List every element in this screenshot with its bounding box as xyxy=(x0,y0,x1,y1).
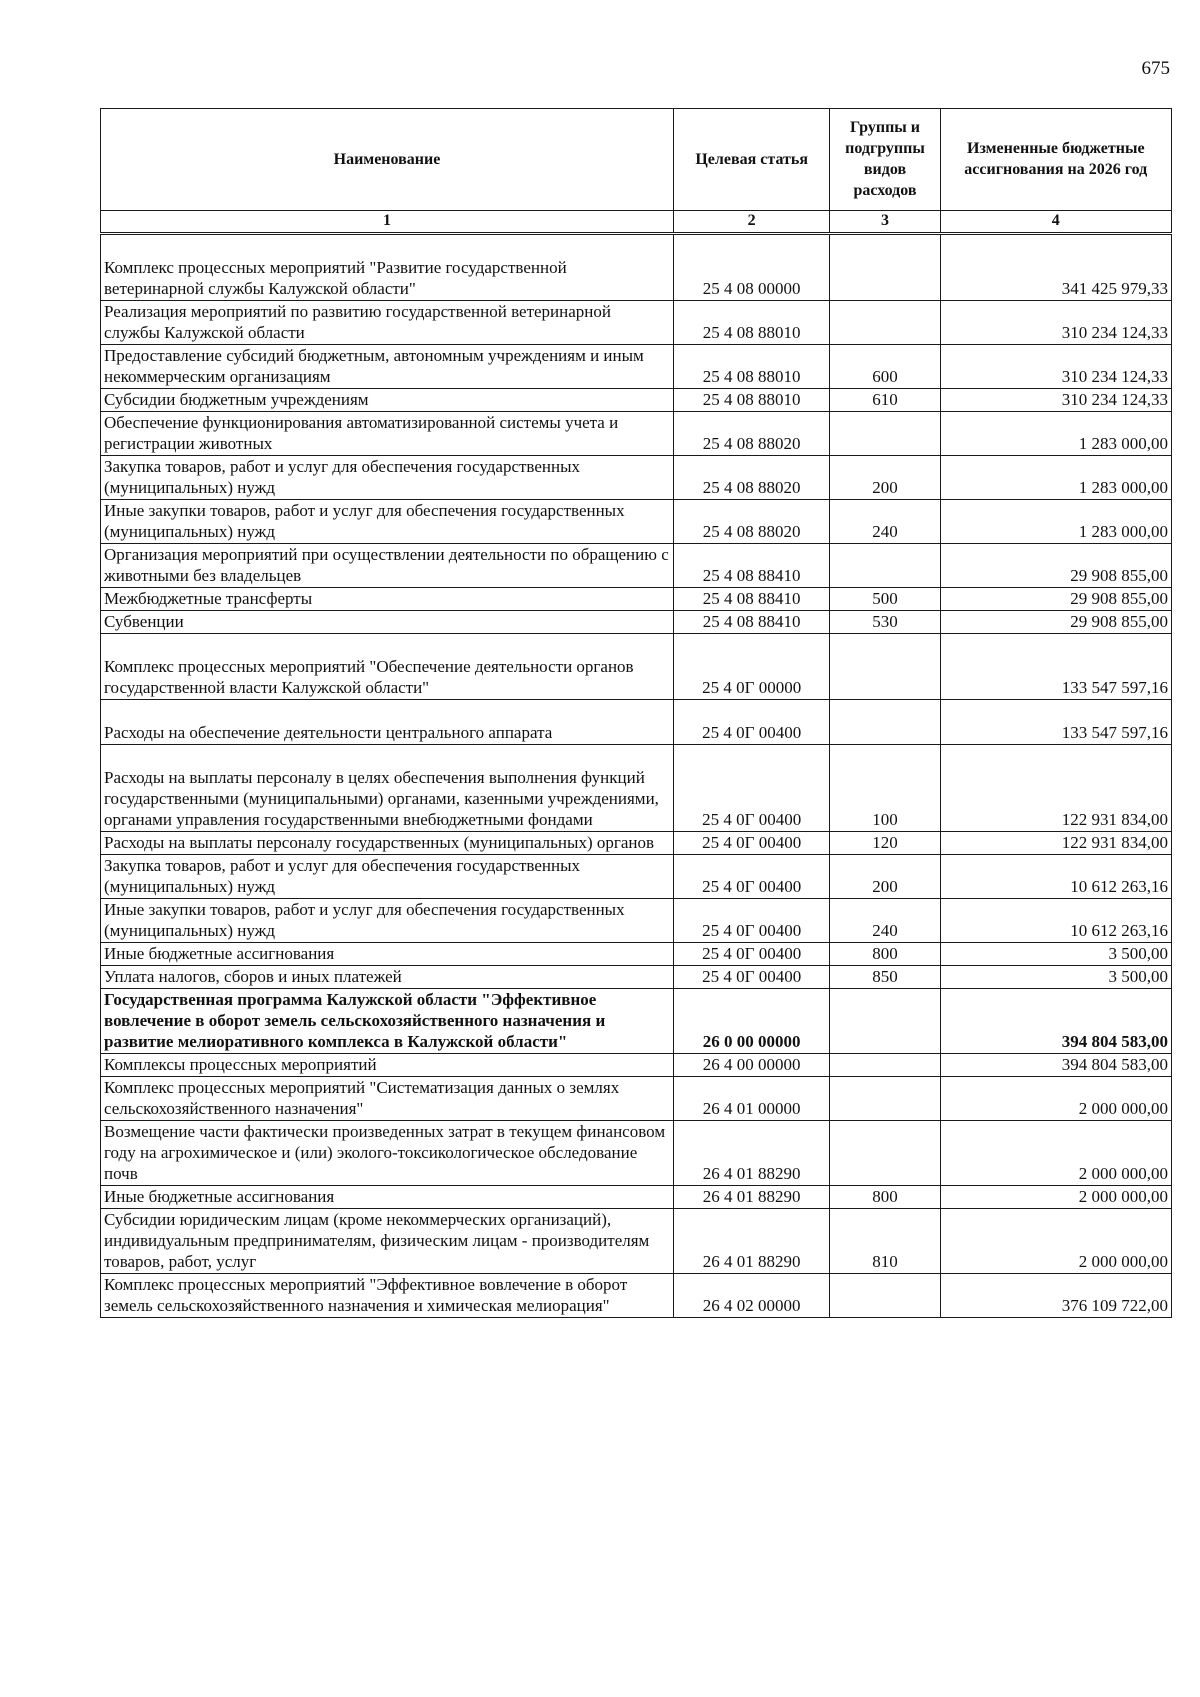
row-expense-group-cell: 610 xyxy=(830,389,940,412)
row-target-code-cell: 25 4 0Г 00400 xyxy=(673,966,829,989)
row-amount-cell: 310 234 124,33 xyxy=(940,389,1171,412)
table-row xyxy=(101,544,1172,588)
row-target-code-cell: 25 4 08 88020 xyxy=(673,456,829,500)
row-target-code-cell: 25 4 08 88020 xyxy=(673,500,829,544)
row-expense-group-cell: 600 xyxy=(830,345,940,389)
row-expense-group-cell xyxy=(830,1121,940,1186)
row-name-cell: Государственная программа Калужской области "Эффективное вовлечение в оборот земель сельскохозяйственного назначения и развитие мелиоративного комплекса в Калужской области" xyxy=(101,989,674,1054)
header-groups: Группы и подгруппы видов расходов xyxy=(830,109,940,211)
row-name-cell: Комплекс процессных мероприятий "Обеспечение деятельности органов государственной власти Калужской области" xyxy=(101,634,674,700)
header-number: 4 xyxy=(940,211,1171,234)
row-expense-group-cell: 500 xyxy=(830,588,940,611)
table-row xyxy=(101,412,1172,456)
table-row xyxy=(101,1121,1172,1186)
table-row xyxy=(101,301,1172,345)
table-row xyxy=(101,745,1172,832)
row-target-code-cell: 26 4 00 00000 xyxy=(673,1054,829,1077)
budget-table xyxy=(100,108,1172,1318)
header-number: 1 xyxy=(101,211,674,234)
row-amount-cell: 2 000 000,00 xyxy=(940,1209,1171,1274)
row-expense-group-cell: 850 xyxy=(830,966,940,989)
row-target-code-cell: 25 4 08 88410 xyxy=(673,588,829,611)
row-name-cell: Субсидии юридическим лицам (кроме некоммерческих организаций), индивидуальным предпринимателям, физическим лицам - производителям товаров, работ, услуг xyxy=(101,1209,674,1274)
row-name-cell: Закупка товаров, работ и услуг для обеспечения государственных (муниципальных) нужд xyxy=(101,855,674,899)
row-target-code-cell: 25 4 0Г 00400 xyxy=(673,745,829,832)
row-name-cell: Расходы на выплаты персоналу в целях обеспечения выполнения функций государственными (муниципальными) органами, казенными учреждениями, органами управления государственными внебюджетными фондами xyxy=(101,745,674,832)
table-row xyxy=(101,966,1172,989)
row-expense-group-cell xyxy=(830,1054,940,1077)
row-name-cell: Закупка товаров, работ и услуг для обеспечения государственных (муниципальных) нужд xyxy=(101,456,674,500)
row-amount-cell: 394 804 583,00 xyxy=(940,1054,1171,1077)
table-row xyxy=(101,855,1172,899)
header-name: Наименование xyxy=(101,109,674,211)
row-name-cell: Иные бюджетные ассигнования xyxy=(101,943,674,966)
row-name-cell: Иные закупки товаров, работ и услуг для обеспечения государственных (муниципальных) нужд xyxy=(101,899,674,943)
row-amount-cell: 2 000 000,00 xyxy=(940,1121,1171,1186)
row-name-cell: Реализация мероприятий по развитию государственной ветеринарной службы Калужской области xyxy=(101,301,674,345)
row-expense-group-cell xyxy=(830,1274,940,1318)
row-target-code-cell: 25 4 0Г 00400 xyxy=(673,943,829,966)
row-expense-group-cell: 810 xyxy=(830,1209,940,1274)
header-number: 2 xyxy=(673,211,829,234)
header-number-row xyxy=(101,211,1172,234)
row-expense-group-cell: 800 xyxy=(830,1186,940,1209)
row-amount-cell: 2 000 000,00 xyxy=(940,1077,1171,1121)
row-amount-cell: 310 234 124,33 xyxy=(940,345,1171,389)
row-expense-group-cell: 800 xyxy=(830,943,940,966)
table-row xyxy=(101,389,1172,412)
row-expense-group-cell: 200 xyxy=(830,855,940,899)
row-expense-group-cell: 120 xyxy=(830,832,940,855)
table-row xyxy=(101,1054,1172,1077)
row-expense-group-cell: 530 xyxy=(830,611,940,634)
table-body xyxy=(101,234,1172,1318)
row-target-code-cell: 26 0 00 00000 xyxy=(673,989,829,1054)
row-expense-group-cell xyxy=(830,634,940,700)
row-amount-cell: 394 804 583,00 xyxy=(940,989,1171,1054)
row-target-code-cell: 25 4 08 00000 xyxy=(673,234,829,301)
row-expense-group-cell xyxy=(830,700,940,745)
row-name-cell: Комплекс процессных мероприятий "Развитие государственной ветеринарной службы Калужской области" xyxy=(101,234,674,301)
table-row xyxy=(101,1209,1172,1274)
row-expense-group-cell: 200 xyxy=(830,456,940,500)
row-target-code-cell: 26 4 01 88290 xyxy=(673,1186,829,1209)
row-amount-cell: 1 283 000,00 xyxy=(940,412,1171,456)
table-row xyxy=(101,989,1172,1054)
table-row xyxy=(101,943,1172,966)
row-name-cell: Комплекс процессных мероприятий "Систематизация данных о землях сельскохозяйственного назначения" xyxy=(101,1077,674,1121)
row-name-cell: Возмещение части фактически произведенных затрат в текущем финансовом году на агрохимическое и (или) эколого-токсикологическое обследование почв xyxy=(101,1121,674,1186)
table-row xyxy=(101,700,1172,745)
row-target-code-cell: 26 4 02 00000 xyxy=(673,1274,829,1318)
row-amount-cell: 341 425 979,33 xyxy=(940,234,1171,301)
table-row xyxy=(101,634,1172,700)
row-target-code-cell: 26 4 01 00000 xyxy=(673,1077,829,1121)
row-amount-cell: 1 283 000,00 xyxy=(940,500,1171,544)
table-row xyxy=(101,500,1172,544)
row-amount-cell: 10 612 263,16 xyxy=(940,855,1171,899)
row-target-code-cell: 25 4 08 88010 xyxy=(673,301,829,345)
row-name-cell: Организация мероприятий при осуществлении деятельности по обращению с животными без владельцев xyxy=(101,544,674,588)
row-name-cell: Межбюджетные трансферты xyxy=(101,588,674,611)
row-name-cell: Обеспечение функционирования автоматизированной системы учета и регистрации животных xyxy=(101,412,674,456)
row-target-code-cell: 25 4 08 88010 xyxy=(673,345,829,389)
row-target-code-cell: 25 4 0Г 00400 xyxy=(673,832,829,855)
table-row xyxy=(101,1274,1172,1318)
table-row xyxy=(101,832,1172,855)
row-amount-cell: 3 500,00 xyxy=(940,943,1171,966)
row-amount-cell: 2 000 000,00 xyxy=(940,1186,1171,1209)
row-expense-group-cell: 100 xyxy=(830,745,940,832)
row-expense-group-cell xyxy=(830,234,940,301)
row-expense-group-cell xyxy=(830,412,940,456)
row-expense-group-cell xyxy=(830,1077,940,1121)
row-amount-cell: 310 234 124,33 xyxy=(940,301,1171,345)
row-target-code-cell: 25 4 08 88020 xyxy=(673,412,829,456)
row-amount-cell: 29 908 855,00 xyxy=(940,544,1171,588)
row-amount-cell: 10 612 263,16 xyxy=(940,899,1171,943)
page-number: 675 xyxy=(1141,58,1170,79)
row-target-code-cell: 25 4 08 88410 xyxy=(673,611,829,634)
header-allocations: Измененные бюджетные ассигнования на 2026 год xyxy=(940,109,1171,211)
row-target-code-cell: 25 4 08 88010 xyxy=(673,389,829,412)
row-amount-cell: 133 547 597,16 xyxy=(940,700,1171,745)
row-name-cell: Уплата налогов, сборов и иных платежей xyxy=(101,966,674,989)
row-expense-group-cell xyxy=(830,544,940,588)
row-name-cell: Иные закупки товаров, работ и услуг для обеспечения государственных (муниципальных) нужд xyxy=(101,500,674,544)
row-target-code-cell: 25 4 0Г 00400 xyxy=(673,855,829,899)
header-number: 3 xyxy=(830,211,940,234)
row-name-cell: Иные бюджетные ассигнования xyxy=(101,1186,674,1209)
row-expense-group-cell xyxy=(830,989,940,1054)
row-amount-cell: 3 500,00 xyxy=(940,966,1171,989)
header-row xyxy=(101,109,1172,211)
row-amount-cell: 1 283 000,00 xyxy=(940,456,1171,500)
row-target-code-cell: 26 4 01 88290 xyxy=(673,1121,829,1186)
row-amount-cell: 133 547 597,16 xyxy=(940,634,1171,700)
row-target-code-cell: 25 4 0Г 00400 xyxy=(673,899,829,943)
row-amount-cell: 29 908 855,00 xyxy=(940,611,1171,634)
row-name-cell: Расходы на обеспечение деятельности центрального аппарата xyxy=(101,700,674,745)
table-row xyxy=(101,345,1172,389)
table-row xyxy=(101,234,1172,301)
row-name-cell: Комплексы процессных мероприятий xyxy=(101,1054,674,1077)
row-target-code-cell: 25 4 0Г 00400 xyxy=(673,700,829,745)
row-target-code-cell: 25 4 08 88410 xyxy=(673,544,829,588)
row-name-cell: Субсидии бюджетным учреждениям xyxy=(101,389,674,412)
row-expense-group-cell: 240 xyxy=(830,500,940,544)
row-amount-cell: 376 109 722,00 xyxy=(940,1274,1171,1318)
table-row xyxy=(101,611,1172,634)
row-name-cell: Предоставление субсидий бюджетным, автономным учреждениям и иным некоммерческим организациям xyxy=(101,345,674,389)
row-name-cell: Субвенции xyxy=(101,611,674,634)
table-row xyxy=(101,1077,1172,1121)
row-amount-cell: 29 908 855,00 xyxy=(940,588,1171,611)
row-target-code-cell: 26 4 01 88290 xyxy=(673,1209,829,1274)
row-target-code-cell: 25 4 0Г 00000 xyxy=(673,634,829,700)
table-row xyxy=(101,588,1172,611)
table-row xyxy=(101,1186,1172,1209)
row-name-cell: Комплекс процессных мероприятий "Эффективное вовлечение в оборот земель сельскохозяйственного назначения и химическая мелиорация" xyxy=(101,1274,674,1318)
row-expense-group-cell: 240 xyxy=(830,899,940,943)
row-expense-group-cell xyxy=(830,301,940,345)
row-amount-cell: 122 931 834,00 xyxy=(940,745,1171,832)
table-row xyxy=(101,456,1172,500)
table-row xyxy=(101,899,1172,943)
row-name-cell: Расходы на выплаты персоналу государственных (муниципальных) органов xyxy=(101,832,674,855)
row-amount-cell: 122 931 834,00 xyxy=(940,832,1171,855)
header-target: Целевая статья xyxy=(673,109,829,211)
